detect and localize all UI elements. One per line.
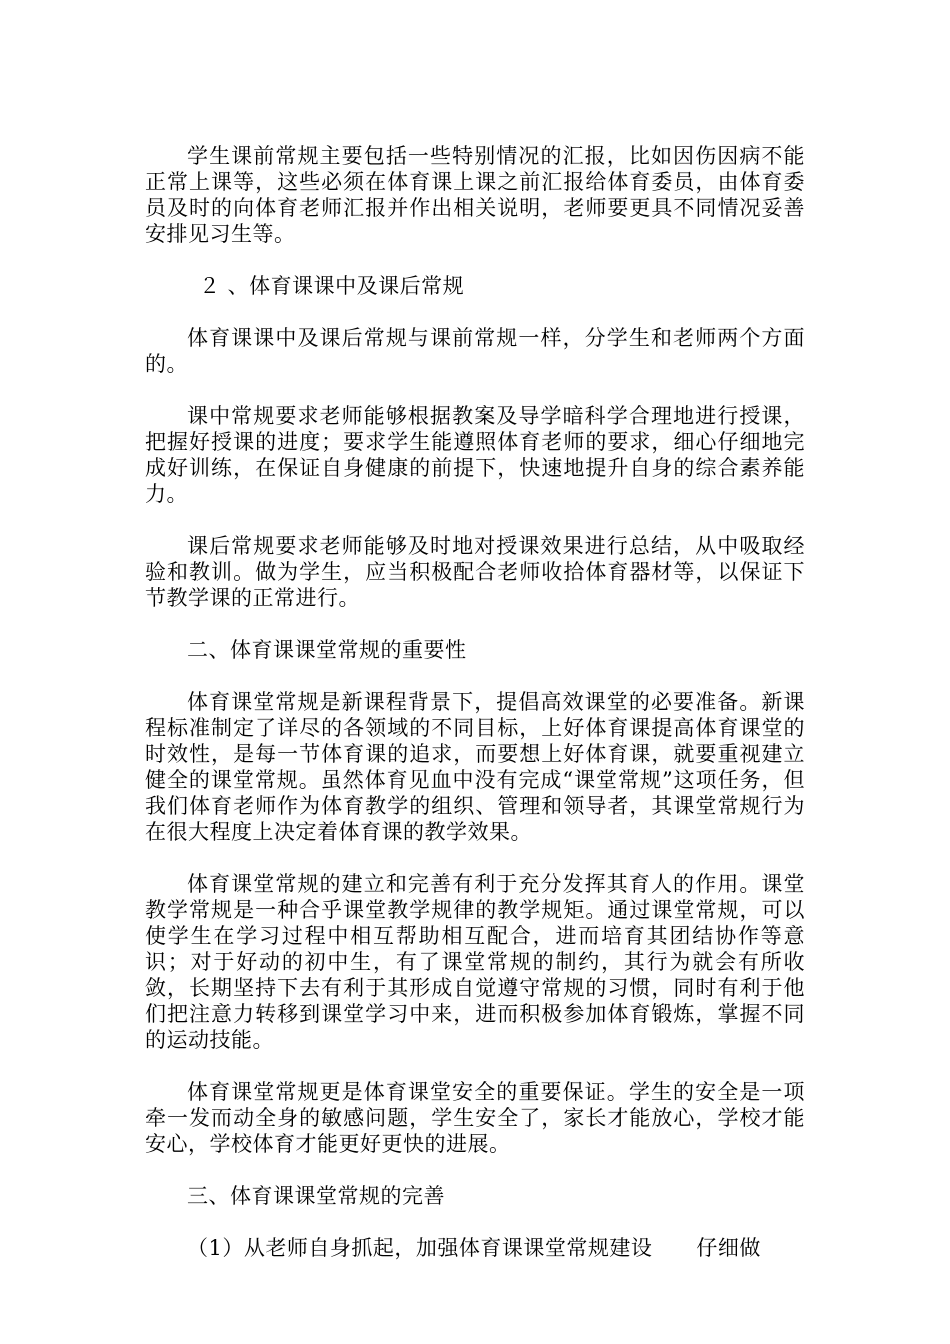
subheading-teacher-first-text: （1）从老师自身抓起，加强体育课课堂常规建设 — [187, 1236, 653, 1260]
paragraph-pre-class-report: 学生课前常规主要包括一些特别情况的汇报，比如因伤因病不能正常上课等，这些必须在体育课上课之前汇报给体育委员，由体育委员及时的向体育老师汇报并作出相关说明，老师要更具不同情况妥善安排见习生等。 — [145, 144, 805, 246]
paragraph-in-class-rules: 课中常规要求老师能够根据教案及导学暗科学合理地进行授课，把握好授课的进度；要求学生能遵照体育老师的要求，细心仔细地完成好训练，在保证自身健康的前提下，快速地提升自身的综合素养能力。 — [145, 404, 805, 506]
subheading-teacher-first — [145, 1235, 805, 1261]
heading-importance: 二、体育课课堂常规的重要性 — [187, 638, 467, 662]
paragraph-in-class-overview: 体育课课中及课后常规与课前常规一样，分学生和老师两个方面的。 — [145, 326, 805, 376]
paragraph-after-class-rules: 课后常规要求老师能够及时地对授课效果进行总结，从中吸取经验和教训。做为学生，应当积极配合老师收拾体育器材等，以保证下节教学课的正常进行。 — [145, 534, 805, 610]
subheading-teacher-first-tail: 仔细做 — [696, 1236, 761, 1260]
heading-in-class-after-class: ２ 、体育课课中及课后常规 — [199, 274, 465, 298]
paragraph-importance-3: 体育课堂常规更是体育课堂安全的重要保证。学生的安全是一项牵一发而动全身的敏感问题，学生安全了，家长才能放心，学校才能安心，学校体育才能更好更快的进展。 — [145, 1080, 805, 1156]
paragraph-importance-1: 体育课堂常规是新课程背景下，提倡高效课堂的必要准备。新课程标准制定了详尽的各领域的不同目标，上好体育课提高体育课堂的时效性，是每一节体育课的追求，而要想上好体育课，就要重视建立健全的课堂常规。虽然体育见血中没有完成“课堂常规”这项任务，但我们体育老师作为体育教学的组织、管理和领导者，其课堂常规行为在很大程度上决定着体育课的教学效果。 — [145, 690, 805, 844]
paragraph-importance-2: 体育课堂常规的建立和完善有利于充分发挥其育人的作用。课堂教学常规是一种合乎课堂教学规律的教学规矩。通过课堂常规，可以使学生在学习过程中相互帮助相互配合，进而培育其团结协作等意识；对于好动的初中生，有了课堂常规的制约，其行为就会有所收敛，长期坚持下去有利于其形成自觉遵守常规的习惯，同时有利于他们把注意力转移到课堂学习中来，进而积极参加体育锻炼，掌握不同的运动技能。 — [145, 872, 805, 1052]
document-page — [145, 143, 805, 1287]
heading-improvement: 三、体育课课堂常规的完善 — [187, 1184, 445, 1208]
